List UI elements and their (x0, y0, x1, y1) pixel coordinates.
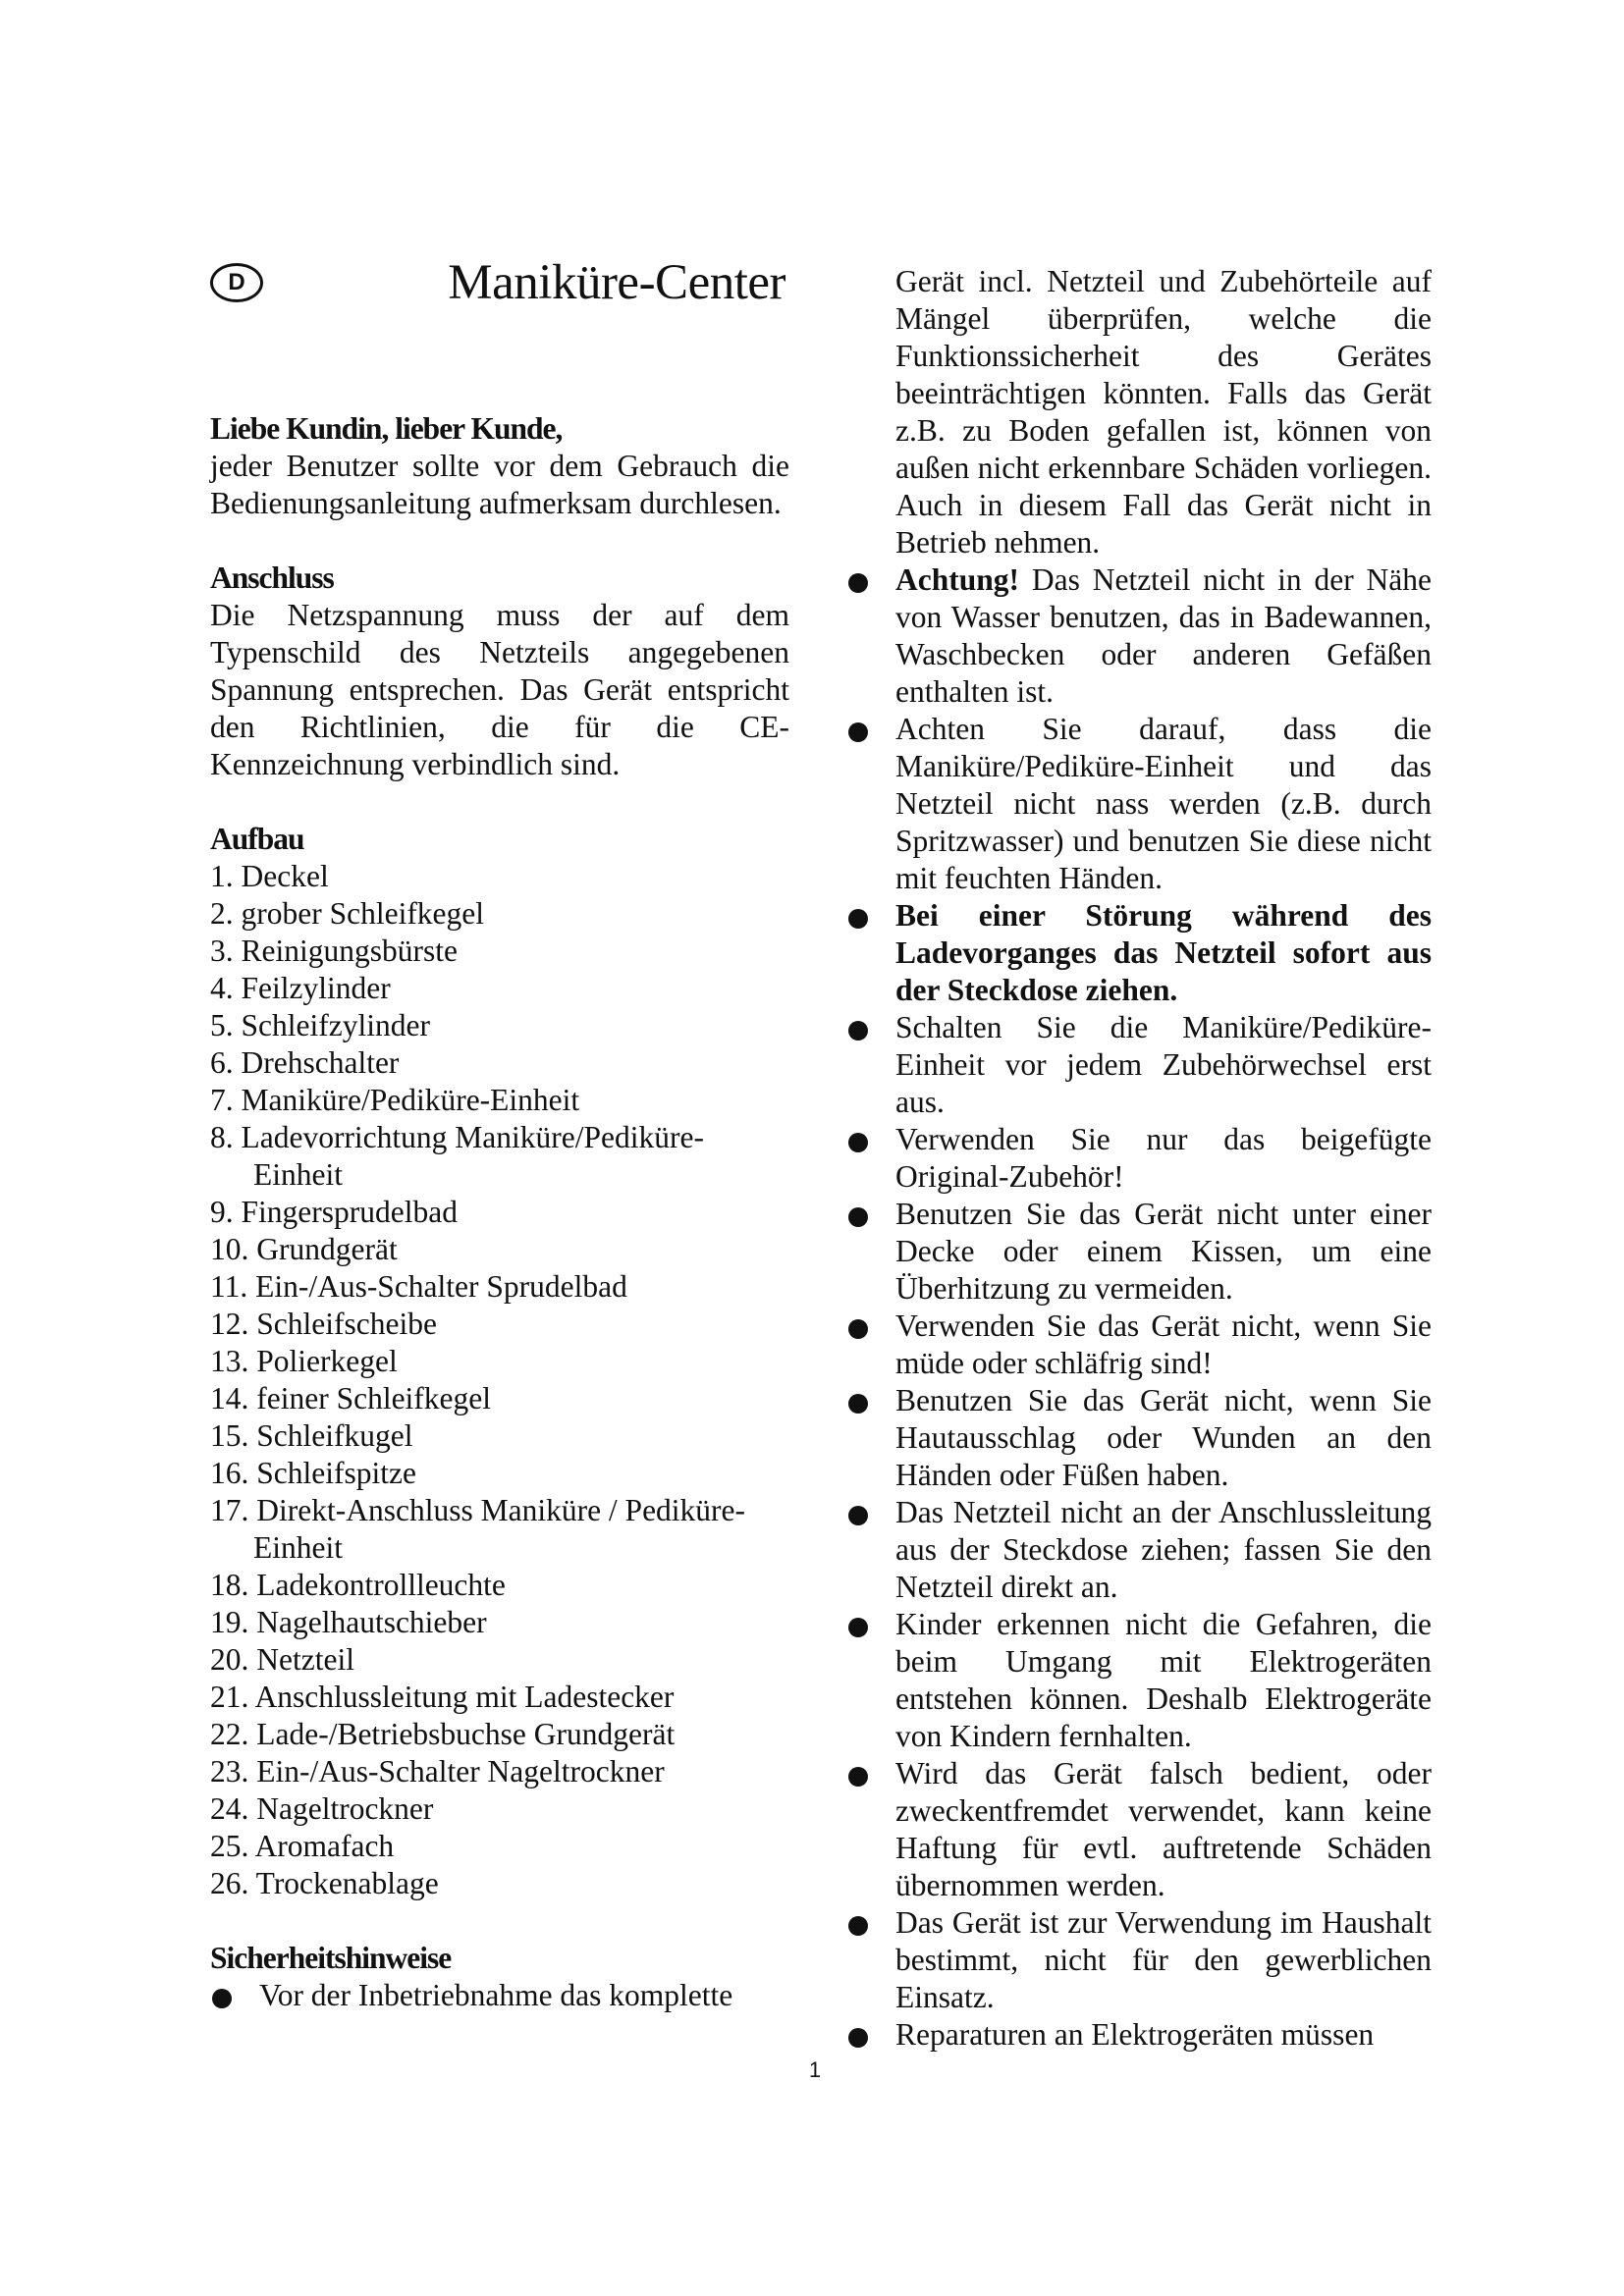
greeting-text: jeder Benutzer sollte vor dem Gebrauch die Bedienungsanleitung aufmerksam durchlesen. (210, 449, 789, 520)
safety-item-continuation: Gerät incl. Netzteil und Zubehörteile auf Mängel überprüfen, welche die Funktionssicherheit des Gerätes beeinträchtigen könnten. Falls das Gerät z.B. zu Boden gefallen ist, können von außen nicht erkennbare Schäden vorliegen. Auch in diesem Fall das Gerät nicht in Betrieb nehmen. (895, 264, 1432, 560)
list-item (846, 1755, 1432, 1904)
parts-list (210, 858, 789, 1902)
safety-item-text: Achten Sie darauf, dass die Maniküre/Pediküre-Einheit und das Netzteil nicht nass werden (z.B. durch Spritzwasser) und benutzen Sie diese nicht mit feuchten Händen. (895, 712, 1432, 895)
aufbau-heading: Aufbau (210, 822, 304, 856)
bullet-icon (848, 573, 868, 593)
list-item: 20. Netzteil (210, 1642, 354, 1677)
list-item: 2. grober Schleifkegel (210, 896, 485, 931)
list-item (846, 1606, 1432, 1755)
list-item: 6. Drehschalter (210, 1045, 400, 1080)
safety-item-text: Reparaturen an Elektrogeräten müssen (895, 2017, 1375, 2052)
bullet-icon (848, 722, 868, 742)
safety-list-right (846, 263, 1432, 2054)
list-item: 19. Nagelhautschieber (210, 1605, 487, 1639)
safety-item-text: Schalten Sie die Maniküre/Pediküre-Einheit vor jedem Zubehörwechsel erst aus. (895, 1010, 1432, 1119)
bullet-icon (848, 2028, 868, 2048)
bullet-icon (848, 1506, 868, 1525)
list-item: 22. Lade-/Betriebsbuchse Grundgerät (210, 1717, 676, 1751)
list-item (846, 1196, 1432, 1308)
list-item: 8. Ladevorrichtung Maniküre/Pediküre-Einheit (210, 1120, 704, 1192)
bullet-icon (848, 1133, 868, 1152)
safety-item-text: Das Gerät ist zur Verwendung im Haushalt bestimmt, nicht für den gewerblichen Einsatz. (895, 1905, 1432, 2014)
bullet-icon (212, 1989, 232, 2008)
bullet-icon (848, 1394, 868, 1414)
safety-item-text: Kinder erkennen nicht die Gefahren, die beim Umgang mit Elektrogeräten entstehen können. Deshalb Elektrogeräte von Kindern fernhalten. (895, 1607, 1432, 1753)
safety-item-text: Das Netzteil nicht an der Anschlussleitung aus der Steckdose ziehen; fassen Sie den Netzteil direkt an. (895, 1495, 1432, 1604)
list-item: 17. Direkt-Anschluss Maniküre / Pediküre-Einheit (210, 1493, 746, 1565)
list-item (846, 263, 1432, 561)
list-item (846, 561, 1432, 711)
list-item (846, 1121, 1432, 1196)
list-item: 23. Ein-/Aus-Schalter Nageltrockner (210, 1754, 665, 1789)
bullet-icon (848, 1618, 868, 1637)
bullet-icon (848, 1319, 868, 1339)
page-title: Maniküre-Center (448, 255, 785, 310)
warning-text: Das Netzteil nicht in der Nähe von Wasser benutzen, das in Badewannen, Waschbecken oder anderen Gefäßen enthalten ist. (895, 562, 1432, 709)
right-column (846, 263, 1432, 2054)
bullet-icon (848, 1021, 868, 1041)
list-item: 14. feiner Schleifkegel (210, 1381, 492, 1415)
list-item (846, 2016, 1432, 2054)
safety-list-left (210, 1977, 789, 2014)
list-item: 24. Nageltrockner (210, 1791, 434, 1826)
list-item: 15. Schleifkugel (210, 1418, 413, 1453)
left-column (210, 410, 789, 2014)
list-item (846, 711, 1432, 897)
safety-item-text: Benutzen Sie das Gerät nicht unter einer Decke oder einem Kissen, um eine Überhitzung zu vermeiden. (895, 1197, 1432, 1306)
language-code: D (228, 269, 245, 295)
list-item: 13. Polierkegel (210, 1344, 398, 1378)
list-item (846, 1904, 1432, 2016)
list-item: 25. Aromafach (210, 1829, 395, 1863)
safety-item-text: Verwenden Sie das Gerät nicht, wenn Sie müde oder schläfrig sind! (895, 1308, 1432, 1380)
list-item (846, 1494, 1432, 1606)
list-item: 3. Reinigungsbürste (210, 934, 458, 968)
list-item: 18. Ladekontrollleuchte (210, 1568, 506, 1602)
list-item: 9. Fingersprudelbad (210, 1195, 458, 1229)
safety-item-text: Bei einer Störung während des Ladevorganges das Netzteil sofort aus der Steckdose ziehen. (895, 898, 1432, 1007)
safety-heading: Sicherheitshinweise (210, 1941, 452, 1975)
list-item: 21. Anschlussleitung mit Ladestecker (210, 1680, 675, 1714)
list-item (846, 1382, 1432, 1494)
warning-label: Achtung! (895, 562, 1020, 597)
list-item: 10. Grundgerät (210, 1232, 398, 1266)
safety-item-text: Wird das Gerät falsch bedient, oder zweckentfremdet verwendet, kann keine Haftung für evtl. auftretende Schäden übernommen werden. (895, 1756, 1432, 1902)
list-item (846, 1308, 1432, 1382)
list-item: 7. Maniküre/Pediküre-Einheit (210, 1083, 580, 1117)
language-badge (210, 263, 263, 302)
list-item: 12. Schleifscheibe (210, 1307, 437, 1341)
list-item: 5. Schleifzylinder (210, 1008, 430, 1042)
list-item (210, 1977, 789, 2014)
list-item: 16. Schleifspitze (210, 1456, 416, 1490)
bullet-icon (848, 1916, 868, 1936)
anschluss-text: Die Netzspannung muss der auf dem Typenschild des Netzteils angegebenen Spannung entsprechen. Das Gerät entspricht den Richtlinien, die für die CE-Kennzeichnung verbindlich sind. (210, 598, 789, 781)
page-number: 1 (808, 2057, 822, 2082)
bullet-icon (848, 1767, 868, 1787)
bullet-icon (848, 909, 868, 929)
safety-item-text: Verwenden Sie nur das beigefügte Original-Zubehör! (895, 1122, 1432, 1194)
anschluss-heading: Anschluss (210, 561, 334, 595)
list-item: 26. Trockenablage (210, 1866, 439, 1900)
list-item: 11. Ein-/Aus-Schalter Sprudelbad (210, 1269, 627, 1304)
safety-item-text: Benutzen Sie das Gerät nicht, wenn Sie Hautausschlag oder Wunden an den Händen oder Füßen haben. (895, 1383, 1432, 1492)
greeting-heading: Liebe Kundin, lieber Kunde, (210, 411, 563, 446)
list-item: 4. Feilzylinder (210, 971, 391, 1005)
list-item (846, 897, 1432, 1009)
bullet-icon (848, 1207, 868, 1227)
list-item: 1. Deckel (210, 859, 329, 893)
safety-item-text: Vor der Inbetriebnahme das komplette (259, 1978, 733, 2012)
list-item (846, 1009, 1432, 1121)
